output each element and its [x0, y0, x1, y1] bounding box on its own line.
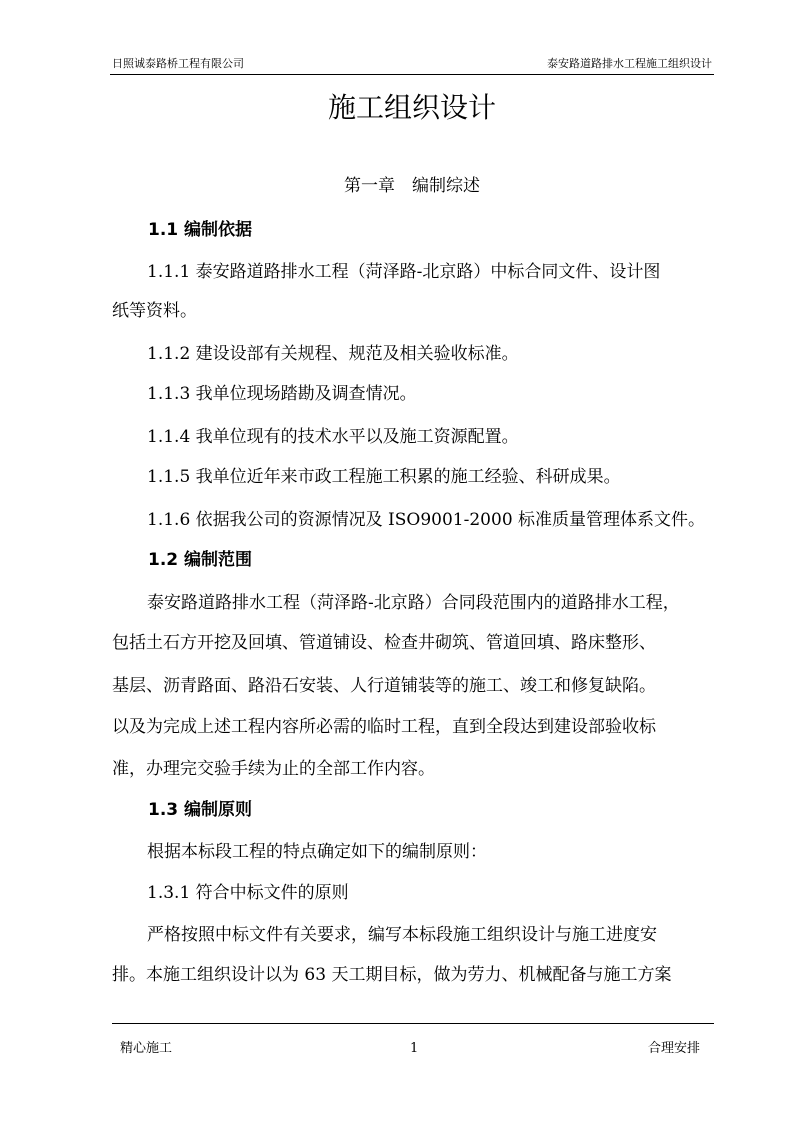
paragraph-line: 1.1.4 我单位现有的技术水平以及施工资源配置。 [130, 427, 519, 447]
paragraph-line: 准，办理完交验手续为止的全部工作内容。 [112, 759, 435, 779]
section-heading-1-1: 1.1 编制依据 [148, 220, 253, 240]
paragraph-line: 1.1.1 泰安路道路排水工程（菏泽路-北京路）中标合同文件、设计图 [130, 262, 661, 282]
footer-left-text: 精心施工 [120, 1041, 173, 1056]
paragraph-line: 1.1.2 建设设部有关规程、规范及相关验收标准。 [130, 344, 519, 364]
header-company: 日照诚泰路桥工程有限公司 [112, 57, 244, 70]
paragraph-line: 1.1.3 我单位现场踏勘及调查情况。 [130, 384, 417, 404]
paragraph-line: 基层、沥青路面、路沿石安装、人行道铺装等的施工、竣工和修复缺陷。 [112, 676, 656, 696]
paragraph-line: 泰安路道路排水工程（菏泽路-北京路）合同段范围内的道路排水工程， [130, 593, 680, 613]
paragraph-line: 排。本施工组织设计以为 63 天工期目标，做为劳力、机械配备与施工方案 [112, 965, 672, 985]
paragraph-line: 严格按照中标文件有关要求，编写本标段施工组织设计与施工进度安 [130, 925, 657, 945]
paragraph-line: 包括土石方开挖及回填、管道铺设、检查井砌筑、管道回填、路床整形、 [112, 633, 656, 653]
section-heading-1-3: 1.3 编制原则 [148, 800, 253, 820]
paragraph-line: 1.1.6 依据我公司的资源情况及 ISO9001-2000 标准质量管理体系文件。 [130, 510, 706, 530]
page-number: 1 [410, 1041, 419, 1056]
chapter-title: 第一章 编制综述 [344, 176, 480, 196]
paragraph-line: 纸等资料。 [112, 301, 197, 321]
footer-rule [112, 1023, 714, 1024]
document-title: 施工组织设计 [327, 91, 496, 124]
paragraph-line: 以及为完成上述工程内容所必需的临时工程，直到全段达到建设部验收标 [112, 717, 656, 737]
section-heading-1-2: 1.2 编制范围 [148, 550, 253, 570]
paragraph-line: 根据本标段工程的特点确定如下的编制原则： [130, 842, 487, 862]
paragraph-line: 1.3.1 符合中标文件的原则 [130, 883, 349, 903]
paragraph-line: 1.1.5 我单位近年来市政工程施工积累的施工经验、科研成果。 [130, 467, 621, 487]
page-header [110, 56, 714, 75]
header-document-title: 泰安路道路排水工程施工组织设计 [547, 57, 712, 70]
footer-right-text: 合理安排 [648, 1041, 701, 1056]
